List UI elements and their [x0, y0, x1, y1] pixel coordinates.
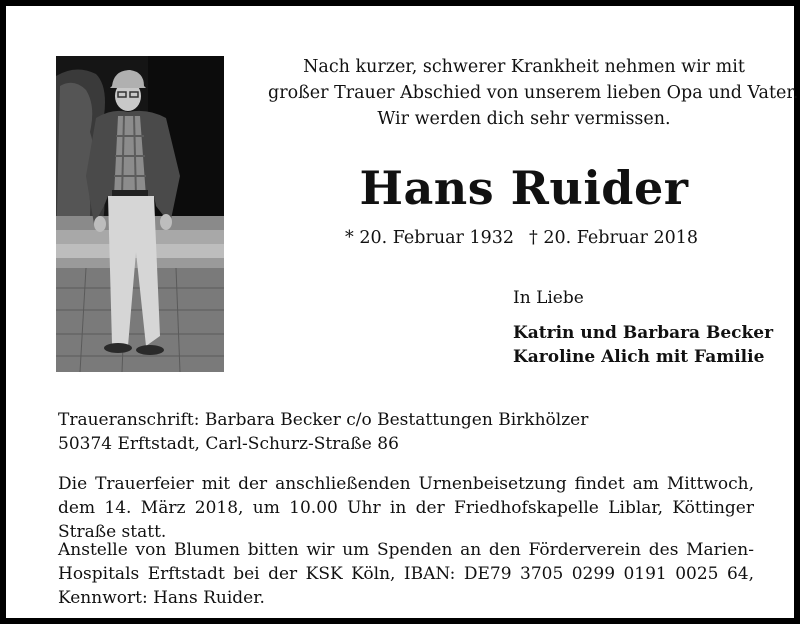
mourner-line: Katrin und Barbara Becker — [513, 323, 774, 343]
intro-line: Nach kurzer, schwerer Krankheit nehmen wir mit — [303, 57, 745, 77]
deceased-name: Hans Ruider — [359, 161, 689, 215]
death-date: † 20. Februar 2018 — [529, 228, 698, 248]
intro-text — [268, 54, 799, 132]
mourning-address — [58, 408, 768, 456]
portrait-photo — [56, 56, 224, 372]
funeral-details: Die Trauerfeier mit der anschließenden Urnenbeisetzung findet am Mittwoch, dem 14. März 2018, um 10.00 Uhr in der Friedhofskapelle Liblar, Köttinger Straße statt. — [58, 474, 754, 542]
donation-request: Anstelle von Blumen bitten wir um Spenden an den Förderverein des Marien-Hospitals Erftstadt bei der KSK Köln, IBAN: DE79 3705 0299 0191 0025 64, Kennwort: Hans Ruider. — [58, 540, 754, 608]
intro-line: Wir werden dich sehr vermissen. — [377, 109, 671, 129]
address-line: 50374 Erftstadt, Carl-Schurz-Straße 86 — [58, 434, 399, 454]
intro-line: großer Trauer Abschied von unserem lieben Opa und Vater. — [268, 83, 799, 103]
mourner-line: Karoline Alich mit Familie — [513, 347, 765, 367]
in-liebe-label: In Liebe — [513, 288, 584, 308]
address-line: Traueranschrift: Barbara Becker c/o Bestattungen Birkhölzer — [58, 410, 589, 430]
birth-date: * 20. Februar 1932 — [345, 228, 514, 248]
mourners-list — [513, 321, 773, 369]
